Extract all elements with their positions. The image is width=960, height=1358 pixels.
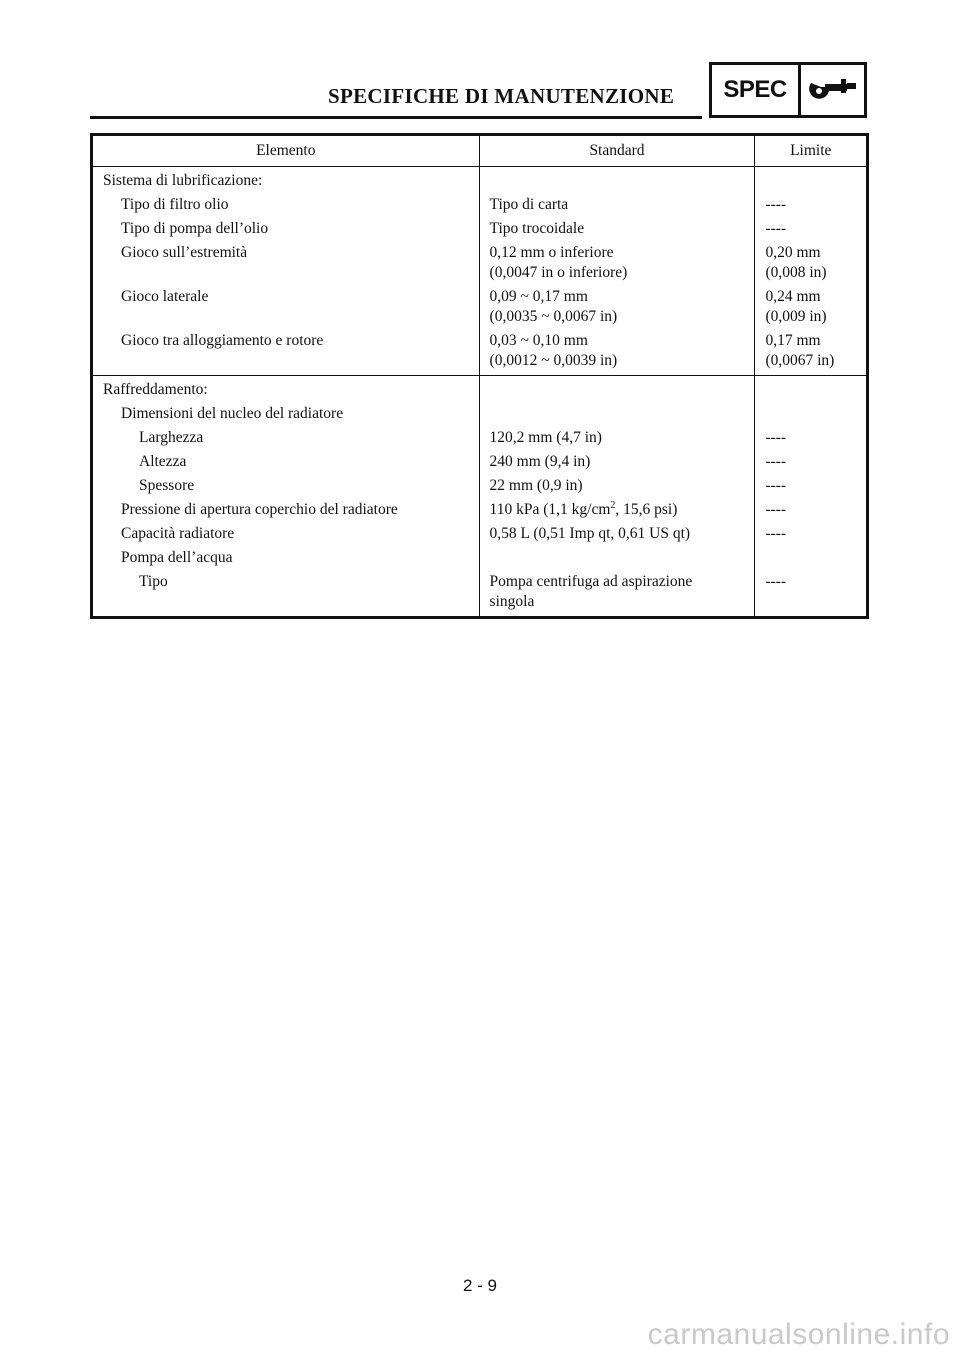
item-cell: Tipo xyxy=(139,573,168,590)
limit-metric: 0,17 mm xyxy=(765,332,821,349)
standard-cell: Tipo di carta xyxy=(479,193,755,217)
page-number: 2 - 9 xyxy=(462,1276,498,1295)
item-cell: Pressione di apertura coperchio del radiatore xyxy=(121,501,398,518)
standard-cell xyxy=(479,241,755,285)
limit-cell: ---- xyxy=(755,217,868,241)
limit-imperial: (0,008 in) xyxy=(765,264,827,281)
table-row xyxy=(92,498,868,522)
maintenance-spec-table xyxy=(90,133,869,619)
standard-cell: 22 mm (0,9 in) xyxy=(479,474,755,498)
item-cell: Spessore xyxy=(139,477,195,494)
table-row xyxy=(92,474,868,498)
table-row xyxy=(92,522,868,546)
title-underline xyxy=(90,116,702,119)
col-header-limite: Limite xyxy=(755,135,868,167)
standard-imperial: (0,0035 ~ 0,0067 in) xyxy=(489,308,618,325)
standard-metric: 0,12 mm o inferiore xyxy=(489,244,614,261)
table-header-row xyxy=(92,135,868,167)
standard-cell xyxy=(479,546,755,570)
item-cell: Larghezza xyxy=(139,429,204,446)
standard-cell: Tipo trocoidale xyxy=(479,217,755,241)
standard-cell xyxy=(479,570,755,618)
item-cell: Capacità radiatore xyxy=(121,525,235,542)
standard-line-1: Pompa centrifuga ad aspirazione xyxy=(489,573,693,590)
item-cell: Gioco tra alloggiamento e rotore xyxy=(92,329,480,376)
standard-imperial: (0,0047 in o inferiore) xyxy=(489,264,628,281)
standard-text-post: , 15,6 psi) xyxy=(615,501,678,518)
item-cell: Altezza xyxy=(139,453,187,470)
limit-cell xyxy=(755,167,868,194)
table-row xyxy=(92,450,868,474)
spec-badge-label: SPEC xyxy=(712,65,801,115)
standard-metric: 0,09 ~ 0,17 mm xyxy=(489,288,588,305)
col-header-elemento: Elemento xyxy=(92,135,480,167)
standard-line-2: singola xyxy=(489,593,535,610)
standard-imperial: (0,0012 ~ 0,0039 in) xyxy=(489,352,618,369)
item-cell: Pompa dell’acqua xyxy=(121,549,233,566)
standard-cell xyxy=(479,498,755,522)
spec-badge xyxy=(709,62,867,118)
table-row xyxy=(92,426,868,450)
standard-superscript: 2 xyxy=(610,499,616,511)
table-row xyxy=(92,167,868,194)
limit-cell: ---- xyxy=(755,522,868,546)
item-cell: Raffreddamento: xyxy=(103,381,208,398)
standard-cell xyxy=(479,167,755,194)
limit-imperial: (0,0067 in) xyxy=(765,352,835,369)
limit-metric: 0,20 mm xyxy=(765,244,821,261)
limit-cell: ---- xyxy=(755,426,868,450)
spec-badge-icon-cell xyxy=(801,65,864,115)
standard-cell xyxy=(479,376,755,403)
limit-cell: ---- xyxy=(755,474,868,498)
table-row xyxy=(92,217,868,241)
limit-cell: ---- xyxy=(755,450,868,474)
table-row xyxy=(92,546,868,570)
limit-cell: ---- xyxy=(755,570,868,618)
wrench-icon xyxy=(807,75,859,105)
limit-cell xyxy=(755,546,868,570)
limit-cell xyxy=(755,329,868,376)
item-cell: Tipo di pompa dell’olio xyxy=(121,220,269,237)
limit-imperial: (0,009 in) xyxy=(765,308,827,325)
table-row xyxy=(92,402,868,426)
limit-cell: ---- xyxy=(755,498,868,522)
standard-cell xyxy=(479,402,755,426)
limit-cell xyxy=(755,376,868,403)
standard-cell: 0,58 L (0,51 Imp qt, 0,61 US qt) xyxy=(479,522,755,546)
table-row xyxy=(92,241,868,285)
standard-cell xyxy=(479,329,755,376)
standard-cell xyxy=(479,285,755,329)
limit-cell xyxy=(755,241,868,285)
item-cell: Gioco laterale xyxy=(121,288,209,305)
table-row xyxy=(92,193,868,217)
standard-cell: 240 mm (9,4 in) xyxy=(479,450,755,474)
page-title: SPECIFICHE DI MANUTENZIONE xyxy=(328,84,675,108)
standard-cell: 120,2 mm (4,7 in) xyxy=(479,426,755,450)
item-cell: Dimensioni del nucleo del radiatore xyxy=(121,405,344,422)
item-cell: Gioco sull’estremità xyxy=(121,244,248,261)
table-row xyxy=(92,285,868,329)
item-cell: Tipo di filtro olio xyxy=(121,196,229,213)
item-cell: Sistema di lubrificazione: xyxy=(103,172,263,189)
table-row xyxy=(92,376,868,403)
limit-cell xyxy=(755,285,868,329)
limit-cell xyxy=(755,402,868,426)
watermark: carmanualsonline.info xyxy=(647,1318,950,1351)
table-row xyxy=(92,329,868,376)
col-header-standard: Standard xyxy=(479,135,755,167)
standard-text-pre: 110 kPa (1,1 kg/cm xyxy=(489,501,611,518)
limit-cell: ---- xyxy=(755,193,868,217)
table-row xyxy=(92,570,868,618)
limit-metric: 0,24 mm xyxy=(765,288,821,305)
standard-metric: 0,03 ~ 0,10 mm xyxy=(489,332,588,349)
